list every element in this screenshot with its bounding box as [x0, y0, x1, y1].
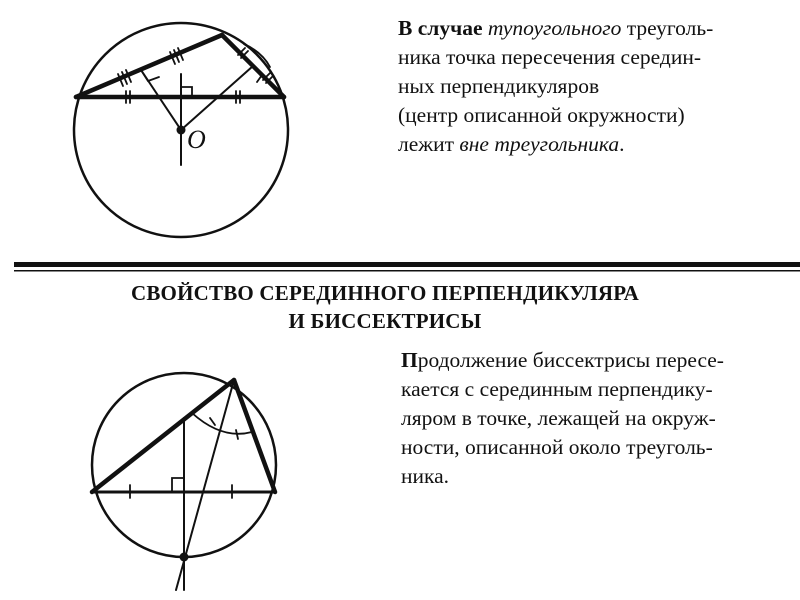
- paragraph2-line-4: ности, описанной около треуголь-: [401, 435, 713, 459]
- right-angle-mark-ab: [141, 70, 159, 81]
- paragraph2-line-5: ника.: [401, 464, 450, 488]
- paragraph2-line-3: ляром в точке, лежащей на окруж-: [401, 406, 716, 430]
- triangle2-side-right: [234, 380, 275, 492]
- bisector-property-paragraph: [401, 346, 724, 491]
- section-title-line-2: И БИССЕКТРИСЫ: [288, 309, 482, 333]
- triangle2-side-left: [92, 380, 234, 492]
- center-point-o: [177, 126, 186, 135]
- separator-rule-thin: [14, 270, 800, 272]
- triangle-side-ab: [76, 35, 222, 97]
- paragraph1-line-3: ных перпендикуляров: [398, 74, 600, 98]
- center-label-o: O: [187, 125, 206, 154]
- paragraph2-line-2: кается с серединным перпендику-: [401, 377, 713, 401]
- section-title-line-1: СВОЙСТВО СЕРЕДИННОГО ПЕРПЕНДИКУЛЯРА: [130, 281, 640, 305]
- paragraph1-line-5: лежит вне треугольника.: [398, 132, 625, 156]
- paragraph2-line-1: Продолжение биссектрисы пересе-: [401, 348, 724, 372]
- paragraph1-line-4: (центр описанной окружности): [398, 103, 685, 127]
- right-angle-mark-base: [172, 478, 184, 492]
- separator-rule-thick: [14, 262, 800, 267]
- obtuse-case-paragraph: [398, 14, 713, 159]
- paragraph1-line-1: В случае тупоугольного треуголь-: [398, 16, 714, 40]
- paragraph1-line-2: ника точка пересечения середин-: [398, 45, 701, 69]
- bisector-intersection-point: [180, 553, 189, 562]
